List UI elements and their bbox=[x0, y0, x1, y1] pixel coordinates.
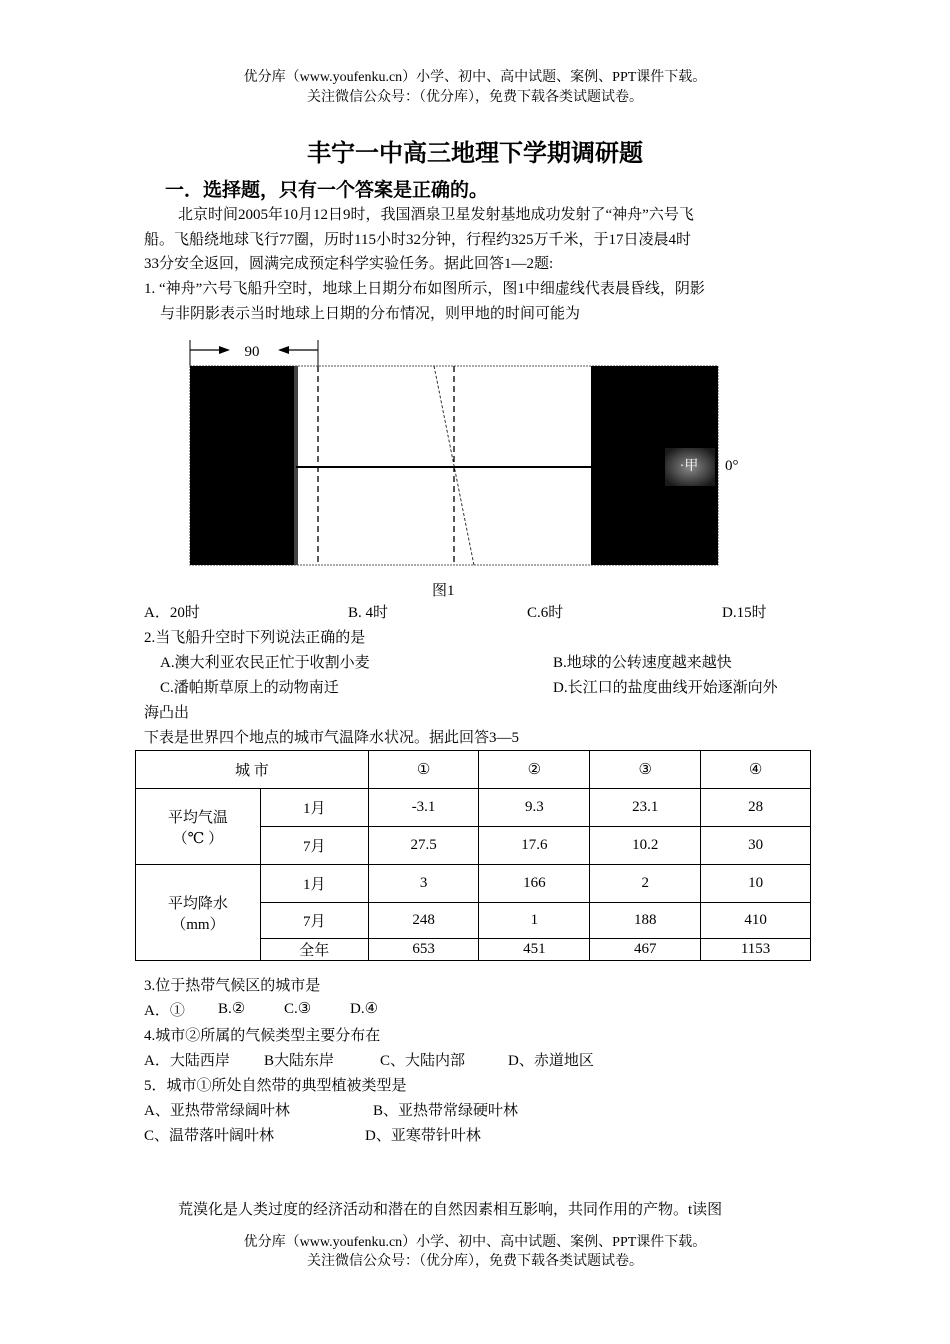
precip-label-text: 平均降水 bbox=[167, 895, 228, 912]
table-row bbox=[136, 865, 811, 903]
q5-option-c: C、温带落叶阔叶林 bbox=[144, 1128, 275, 1144]
table-cell: 27.5 bbox=[368, 827, 479, 865]
table-cell: 3 bbox=[368, 865, 479, 903]
table-cell: 9.3 bbox=[479, 789, 590, 827]
closing-paragraph: 荒漠化是人类过度的经济活动和潜在的自然因素相互影响，共同作用的产物。t读图 bbox=[178, 1202, 723, 1218]
arrow-left-head bbox=[219, 346, 230, 354]
q3-option-b: B.② bbox=[218, 1001, 246, 1017]
q1-option-c: C.6时 bbox=[527, 605, 564, 621]
q2-stem: 2.当飞船升空时下列说法正确的是 bbox=[144, 630, 366, 646]
q1-stem-line-1: 1. “神舟”六号飞船升空时，地球上日期分布如图所示，图1中细虚线代表晨昏线，阴影 bbox=[144, 281, 705, 297]
table-cell: 30 bbox=[701, 827, 811, 865]
q1-option-b: B. 4时 bbox=[348, 605, 389, 621]
point-jia-label: ·甲 bbox=[679, 459, 699, 474]
q1-option-d: D.15时 bbox=[722, 605, 767, 621]
temp-label-text: 平均气温 bbox=[167, 809, 228, 826]
q4-stem: 4.城市②所属的气候类型主要分布在 bbox=[144, 1028, 381, 1044]
table-intro: 下表是世界四个地点的城市气温降水状况。据此回答3—5 bbox=[144, 730, 520, 746]
temp-unit-text: （℃ ） bbox=[172, 830, 224, 847]
footer-line-1: 优分库（www.youfenku.cn）小学、初中、高中试题、案例、PPT课件下载。 bbox=[243, 1235, 707, 1250]
table-cell: 10.2 bbox=[590, 827, 701, 865]
table-cell: 1 bbox=[479, 903, 590, 939]
temp-jul-label: 7月 bbox=[260, 827, 368, 865]
q5-option-d: D、亚寒带针叶林 bbox=[365, 1128, 481, 1144]
table-header-row bbox=[136, 751, 811, 789]
header-line-2: 关注微信公众号：（优分库），免费下载各类试题试卷。 bbox=[307, 90, 643, 105]
table-cell: 1153 bbox=[701, 939, 811, 961]
table-cell: 166 bbox=[479, 865, 590, 903]
city-3: ③ bbox=[590, 751, 701, 789]
q3-option-d: D.④ bbox=[350, 1001, 379, 1017]
q3-option-a: A．① bbox=[144, 1003, 185, 1019]
q2-option-a: A.澳大利亚农民正忙于收割小麦 bbox=[160, 655, 370, 671]
terminator-line bbox=[434, 366, 474, 565]
arrow-label: 90 bbox=[244, 344, 260, 360]
header-line-1: 优分库（www.youfenku.cn）小学、初中、高中试题、案例、PPT课件下载。 bbox=[243, 70, 707, 85]
city-2: ② bbox=[479, 751, 590, 789]
q4-option-c: C、大陆内部 bbox=[380, 1053, 466, 1069]
arrow-right-head bbox=[278, 346, 289, 354]
city-4: ④ bbox=[701, 751, 811, 789]
table-cell: 2 bbox=[590, 865, 701, 903]
q2-option-d: D.长江口的盐度曲线开始逐渐向外 bbox=[553, 680, 778, 696]
temp-jan-label: 1月 bbox=[260, 789, 368, 827]
table-cell: 23.1 bbox=[590, 789, 701, 827]
table-row bbox=[136, 789, 811, 827]
city-header: 城 市 bbox=[136, 751, 369, 789]
precip-unit-text: （mm） bbox=[171, 916, 225, 933]
table-cell: 28 bbox=[701, 789, 811, 827]
q2-option-b: B.地球的公转速度越来越快 bbox=[553, 655, 732, 671]
table-cell: 451 bbox=[479, 939, 590, 961]
section-heading: 一．选择题，只有一个答案是正确的。 bbox=[165, 179, 489, 201]
q2-option-d-continuation: 海凸出 bbox=[144, 705, 190, 721]
footer-line-2: 关注微信公众号：（优分库），免费下载各类试题试卷。 bbox=[307, 1254, 643, 1269]
table-cell: 10 bbox=[701, 865, 811, 903]
precip-label bbox=[136, 865, 261, 961]
table-cell: -3.1 bbox=[368, 789, 479, 827]
intro-line-1: 北京时间2005年10月12日9时，我国酒泉卫星发射基地成功发射了“神舟”六号飞 bbox=[178, 207, 694, 223]
climate-table bbox=[135, 750, 811, 961]
figure-1-date-diagram bbox=[0, 330, 950, 580]
left-shaded-area bbox=[190, 366, 296, 565]
table-cell: 653 bbox=[368, 939, 479, 961]
precip-jul-label: 7月 bbox=[260, 903, 368, 939]
left-shaded-edge bbox=[294, 366, 298, 565]
temp-label bbox=[136, 789, 261, 865]
q4-option-d: D、赤道地区 bbox=[508, 1053, 594, 1069]
q2-option-c: C.潘帕斯草原上的动物南迁 bbox=[160, 680, 339, 696]
q1-option-a: A．20时 bbox=[144, 605, 200, 621]
intro-line-2: 船。飞船绕地球飞行77圈，历时115小时32分钟，行程约325万千米，于17日凌晨4时 bbox=[144, 232, 691, 248]
q3-stem: 3.位于热带气候区的城市是 bbox=[144, 978, 321, 994]
q3-option-c: C.③ bbox=[284, 1001, 312, 1017]
q4-option-a: A．大陆西岸 bbox=[144, 1053, 230, 1069]
q4-option-b: B大陆东岸 bbox=[264, 1053, 335, 1069]
figure-caption-text: 图1 bbox=[432, 583, 455, 599]
table-cell: 410 bbox=[701, 903, 811, 939]
table-cell: 188 bbox=[590, 903, 701, 939]
q1-stem-line-2: 与非阴影表示当时地球上日期的分布情况，则甲地的时间可能为 bbox=[160, 306, 581, 322]
city-1: ① bbox=[368, 751, 479, 789]
table-cell: 467 bbox=[590, 939, 701, 961]
precip-jan-label: 1月 bbox=[260, 865, 368, 903]
q5-option-a: A、亚热带常绿阔叶林 bbox=[144, 1103, 290, 1119]
precip-year-label: 全年 bbox=[260, 939, 368, 961]
table-cell: 17.6 bbox=[479, 827, 590, 865]
page-title: 丰宁一中高三地理下学期调研题 bbox=[307, 139, 643, 167]
q5-stem: 5．城市①所处自然带的典型植被类型是 bbox=[144, 1078, 407, 1094]
table-cell: 248 bbox=[368, 903, 479, 939]
equator-label: 0° bbox=[725, 458, 739, 474]
q5-option-b: B、亚热带常绿硬叶林 bbox=[373, 1103, 519, 1119]
intro-line-3: 33分安全返回，圆满完成预定科学实验任务。据此回答1—2题: bbox=[144, 256, 554, 272]
